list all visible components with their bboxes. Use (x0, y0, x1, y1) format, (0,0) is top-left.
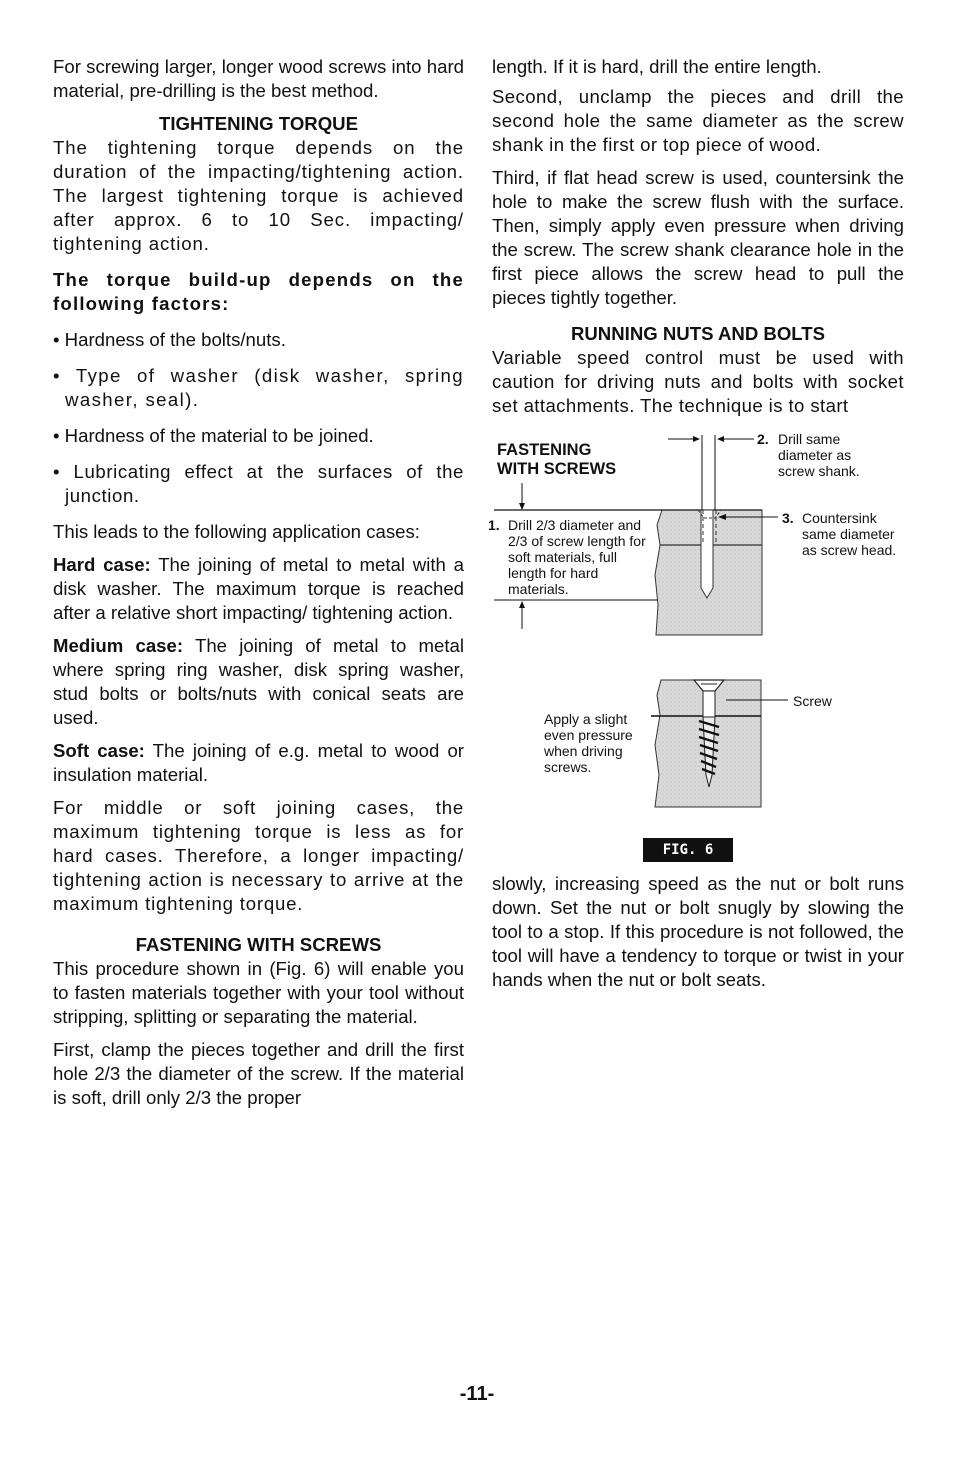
medium-case-paragraph (53, 634, 464, 730)
cases-intro: This leads to the following application cases: (53, 521, 420, 542)
fastening-screws-paragraph: This procedure shown in (Fig. 6) will enable you to fasten materials together with your tool without stripping, splitting or separating the material. (53, 958, 464, 1027)
pressure-line-4: screws. (544, 759, 592, 775)
factor-bullet-2: • Type of washer (disk washer, spring washer, seal). (53, 365, 464, 410)
step3-label (802, 510, 896, 558)
step1-line-4: length for hard (508, 565, 599, 581)
tightening-torque-heading: TIGHTENING TORQUE (158, 113, 359, 134)
factor-bullet-3: • Hardness of the material to be joined. (53, 425, 374, 446)
second-step-paragraph: Second, unclamp the pieces and drill the second hole the same diameter as the screw shank in the first or top piece of wood. (492, 86, 904, 155)
third-step-paragraph: Third, if flat head screw is used, countersink the hole to make the screw flush with the surface. Then, simply apply even pressure when driving the screw. The screw shank clearance hole in the first piece allows the screw head to pull the pieces tightly together. (492, 167, 904, 308)
step1-num: 1. (488, 517, 500, 533)
step3-line-1: Countersink (802, 510, 877, 526)
pressure-note (544, 711, 633, 775)
medium-case-text: The joining of metal to metal where spring ring washer, disk spring washer, stud bolts or bolts/nuts with conical seats are used. (53, 635, 465, 728)
pressure-line-1: Apply a slight (544, 711, 628, 727)
step1-line-3: soft materials, full (508, 549, 617, 565)
running-nuts-paragraph: Variable speed control must be used with caution for driving nuts and bolts with socket set attachments. The technique is to start (492, 347, 904, 416)
step3-num: 3. (782, 510, 794, 526)
step1-label (508, 517, 646, 597)
figure-title-line-2: WITH SCREWS (497, 460, 617, 478)
hard-case-label: Hard case: (53, 554, 151, 575)
fastening-screws-heading: FASTENING WITH SCREWS (135, 934, 382, 955)
medium-case-label: Medium case: (53, 635, 184, 656)
step2-num: 2. (757, 431, 769, 447)
step3-line-2: same diameter (802, 526, 895, 542)
step2-line-3: screw shank. (778, 463, 860, 479)
step2-number (757, 431, 769, 447)
first-step-paragraph: First, clamp the pieces together and drill the first hole 2/3 the diameter of the screw. If the material is soft, drill only 2/3 the proper (53, 1039, 464, 1108)
step1-line-5: materials. (508, 581, 569, 597)
factor-bullet-1: • Hardness of the bolts/nuts. (53, 329, 286, 350)
screw-label: Screw (793, 693, 832, 709)
fastening-diagram-svg (486, 425, 916, 865)
soft-case-text: The joining of e.g. metal to wood or insulation material. (53, 740, 464, 785)
right-column-lower (492, 872, 904, 1001)
pressure-line-3: when driving (544, 743, 623, 759)
middle-cases-paragraph: For middle or soft joining cases, the maximum tightening torque is less as for hard cases. Therefore, a longer impacting/ tightening action is necessary to arrive at the maximum tightening torque. (53, 797, 464, 914)
step1-line-2: 2/3 of screw length for (508, 533, 646, 549)
intro-paragraph: For screwing larger, longer wood screws into hard material, pre-drilling is the best method. (53, 56, 464, 101)
step1-line-1: Drill 2/3 diameter and (508, 517, 642, 533)
hard-case-paragraph (53, 553, 464, 625)
pressure-line-2: even pressure (544, 727, 633, 743)
step3-number (782, 510, 794, 526)
soft-case-label: Soft case: (53, 740, 145, 761)
hard-case-text: The joining of metal to metal with a disk washer. The maximum torque is reached after a relative short impacting/ tightening action. (53, 554, 464, 623)
step2-line-1: Drill same (778, 431, 841, 447)
figure-6-diagram (486, 425, 916, 865)
step2-line-2: diameter as (778, 447, 852, 463)
step3-line-3: as screw head. (802, 542, 897, 558)
figure-title (497, 441, 616, 479)
factors-heading: The torque build-up depends on the following factors: (53, 269, 464, 314)
step2-label (778, 431, 860, 479)
screwed-wood-block (651, 680, 788, 807)
page-number: -11- (459, 1383, 495, 1405)
after-figure-paragraph: slowly, increasing speed as the nut or bolt runs down. Set the nut or bolt snugly by slowing the tool to a stop. If this procedure is not followed, the tool will have a tendency to torque or twist in your hands when the nut or bolt seats. (492, 873, 904, 990)
figure-badge: FIG. 6 (643, 838, 733, 862)
left-column (53, 55, 464, 1119)
tightening-torque-paragraph: The tightening torque depends on the duration of the impacting/tightening action. The largest tightening torque is achieved after approx. 6 to 10 Sec. impacting/ tightening action. (53, 137, 464, 254)
soft-case-paragraph (53, 739, 464, 787)
running-nuts-heading: RUNNING NUTS AND BOLTS (570, 323, 826, 344)
figure-title-line-1: FASTENING (497, 441, 592, 459)
step1-number (488, 517, 500, 533)
right-column (492, 55, 904, 427)
factor-bullet-4: • Lubricating effect at the surfaces of the junction. (53, 461, 464, 506)
continuation-paragraph: length. If it is hard, drill the entire length. (492, 56, 822, 77)
